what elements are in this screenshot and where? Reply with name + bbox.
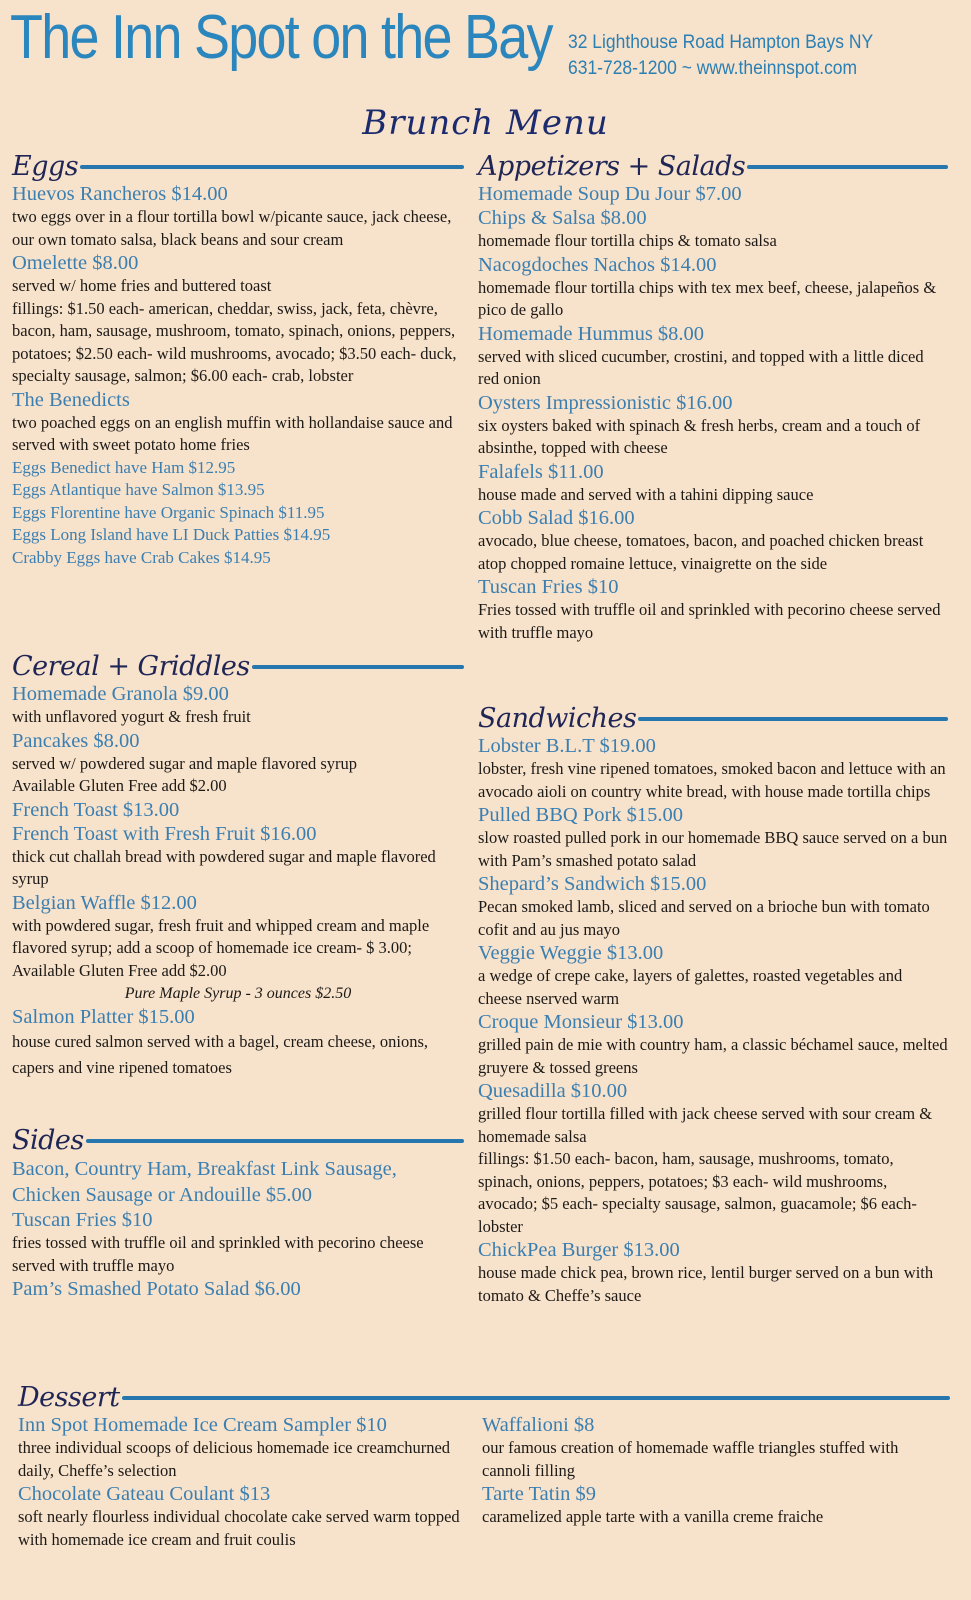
menu-item-name: The Benedicts	[12, 388, 130, 411]
menu-item-desc: house cured salmon served with a bagel, cream cheese, onions, capers and vine ripened tomatoes	[12, 1032, 429, 1077]
menu-item-desc: avocado, blue cheese, tomatoes, bacon, and poached chicken breast atop chopped romaine lettuce, vinaigrette on the side	[478, 531, 924, 573]
section-header	[12, 1126, 464, 1156]
dessert-columns	[18, 1413, 950, 1551]
menu-item-name: Belgian Waffle $12.00	[12, 891, 197, 914]
menu-item-fillings: fillings: $1.50 each- bacon, ham, sausage, mushrooms, tomato, spinach, onions, peppers, potatoes; $3 each- wild mushrooms, avocado; $5 each- specialty sausage, salmon, guacamole; $6 each- lobster	[478, 1149, 917, 1236]
menu-item-name: French Toast with Fresh Fruit $16.00	[12, 822, 317, 845]
section-title: Cereal + Griddles	[12, 651, 250, 682]
menu-item-desc: Pecan smoked lamb, sliced and served on a brioche bun with tomato cofit and au jus mayo	[478, 897, 930, 939]
menu-item-fillings: fillings: $1.50 each- american, cheddar, swiss, jack, feta, chèvre, bacon, ham, sausage, mushroom, tomato, spinach, onions, peppers, potatoes; $2.50 each- wild mushrooms, avocado; $3.50 each- duck, specialty sausage, salmon; $6.00 each- crab, lobster	[12, 298, 457, 385]
menu-item-name: Tarte Tatin $9	[482, 1483, 597, 1505]
section-divider	[122, 1396, 950, 1400]
menu-item-name: Bacon, Country Ham, Breakfast Link Sausage,	[12, 1158, 397, 1180]
section-divider	[638, 717, 948, 721]
section-header	[12, 152, 464, 182]
restaurant-name: The Inn Spot on the Bay	[10, 3, 552, 72]
right-column	[478, 152, 948, 644]
section-eggs	[12, 152, 464, 569]
section-appetizers-salads	[478, 152, 948, 644]
menu-item-note: Available Gluten Free add $2.00	[12, 776, 227, 795]
menu-item-name: Falafels $11.00	[478, 460, 604, 483]
menu-item-name: Salmon Platter $15.00	[12, 1006, 195, 1028]
section-header	[18, 1383, 950, 1413]
menu-item-desc: served with sliced cucumber, crostini, and topped with a little diced red onion	[478, 346, 924, 388]
section-sides	[12, 1126, 464, 1301]
menu-item-desc: soft nearly flourless individual chocolate cake served warm topped with homemade ice cream and fruit coulis	[18, 1507, 460, 1549]
menu-item-desc: grilled pain de mie with country ham, a classic béchamel sauce, melted gruyere & tossed greens	[478, 1035, 948, 1077]
benedict-variant: Eggs Benedict have Ham $12.95	[12, 457, 236, 477]
menu-item-desc: three individual scoops of delicious homemade ice creamchurned daily, Cheffe’s selection	[18, 1438, 451, 1480]
dessert-right	[482, 1413, 922, 1551]
phone-website: 631-728-1200 ~ www.theinnspot.com	[568, 58, 858, 79]
benedict-variant: Eggs Long Island have LI Duck Patties $14.95	[12, 525, 331, 544]
menu-item-name: Pancakes $8.00	[12, 729, 140, 752]
section-dessert	[18, 1383, 950, 1551]
menu-item-name: French Toast $13.00	[12, 798, 180, 821]
address: 32 Lighthouse Road Hampton Bays NY	[568, 32, 874, 53]
menu-item-name: Tuscan Fries $10	[12, 1209, 153, 1231]
menu-item-name: Tuscan Fries $10	[478, 576, 619, 598]
section-title: Appetizers + Salads	[478, 151, 746, 182]
menu-item-name: Chips & Salsa $8.00	[478, 207, 647, 229]
menu-item-name: Huevos Rancheros $14.00	[12, 183, 228, 205]
benedict-variant: Crabby Eggs have Crab Cakes $14.95	[12, 547, 271, 567]
menu-item-desc: two poached eggs on an english muffin with hollandaise sauce and served with sweet potato home fries	[12, 412, 453, 454]
menu-item-desc: thick cut challah bread with powdered sugar and maple flavored syrup	[12, 846, 436, 888]
menu-item-desc: with unflavored yogurt & fresh fruit	[12, 707, 251, 726]
left-column	[12, 152, 464, 569]
menu-item-desc: slow roasted pulled pork in our homemade BBQ sauce served on a bun with Pam’s smashed potato salad	[478, 828, 948, 870]
contact-info	[568, 30, 900, 82]
menu-item-desc: homemade flour tortilla chips with tex mex beef, cheese, jalapeños & pico de gallo	[478, 277, 937, 319]
menu-header	[0, 0, 971, 150]
section-divider	[252, 665, 464, 669]
benedict-variant: Eggs Atlantique have Salmon $13.95	[12, 480, 265, 499]
menu-item-name: Cobb Salad $16.00	[478, 507, 635, 529]
menu-item-desc: our famous creation of homemade waffle triangles stuffed with cannoli filling	[482, 1438, 899, 1480]
menu-item-name: Veggie Weggie $13.00	[478, 942, 664, 964]
menu-item-name: Inn Spot Homemade Ice Cream Sampler $10	[18, 1414, 387, 1436]
section-title: Eggs	[12, 151, 79, 182]
menu-item-name: Chicken Sausage or Andouille $5.00	[12, 1184, 313, 1206]
section-divider	[80, 165, 464, 169]
menu-item-desc: Fries tossed with truffle oil and sprinkled with pecorino cheese served with truffle mayo	[478, 600, 941, 642]
section-header	[12, 652, 464, 682]
section-divider	[747, 165, 948, 169]
menu-item-name: Omelette $8.00	[12, 252, 139, 274]
menu-title: Brunch Menu	[362, 103, 609, 143]
right-column-sandwiches	[478, 704, 948, 1307]
left-column-sides	[12, 1126, 464, 1301]
section-header	[478, 152, 948, 182]
menu-item-name: Pulled BBQ Pork $15.00	[478, 804, 684, 826]
menu-item-name: Homemade Granola $9.00	[12, 683, 229, 705]
menu-item-name: Oysters Impressionistic $16.00	[478, 391, 733, 414]
menu-item-name: Croque Monsieur $13.00	[478, 1011, 684, 1033]
menu-item-name: Chocolate Gateau Coulant $13	[18, 1483, 271, 1505]
menu-item-name: Lobster B.L.T $19.00	[478, 735, 656, 757]
menu-item-name: Quesadilla $10.00	[478, 1080, 628, 1102]
menu-item-desc: house made and served with a tahini dipping sauce	[478, 484, 814, 504]
dessert-left	[18, 1413, 482, 1551]
menu-item-name: Homemade Soup Du Jour $7.00	[478, 183, 742, 205]
left-column-cereal	[12, 652, 464, 1081]
menu-item-name: ChickPea Burger $13.00	[478, 1239, 680, 1261]
menu-item-name: Shepard’s Sandwich $15.00	[478, 873, 707, 895]
benedict-variant: Eggs Florentine have Organic Spinach $11.95	[12, 502, 325, 522]
menu-item-desc: served w/ powdered sugar and maple flavored syrup	[12, 753, 358, 773]
menu-item-name: Pam’s Smashed Potato Salad $6.00	[12, 1278, 301, 1300]
section-title: Dessert	[18, 1382, 120, 1413]
section-cereal-griddles	[12, 652, 464, 1081]
menu-item-desc: caramelized apple tarte with a vanilla creme fraiche	[482, 1507, 824, 1526]
menu-item-desc: grilled flour tortilla filled with jack cheese served with sour cream & homemade salsa	[478, 1104, 933, 1146]
menu-item-desc: six oysters baked with spinach & fresh herbs, cream and a touch of absinthe, topped with cheese	[478, 415, 921, 457]
section-sandwiches	[478, 704, 948, 1307]
menu-item-desc: house made chick pea, brown rice, lentil burger served on a bun with tomato & Cheffe’s sauce	[478, 1263, 934, 1305]
menu-item-desc: a wedge of crepe cake, layers of galettes, roasted vegetables and cheese nserved warm	[478, 966, 903, 1008]
menu-item-desc: homemade flour tortilla chips & tomato salsa	[478, 231, 777, 250]
menu-item-name: Waffalioni $8	[482, 1414, 595, 1436]
section-divider	[86, 1139, 464, 1143]
menu-item-name: Nacogdoches Nachos $14.00	[478, 253, 717, 276]
section-header	[478, 704, 948, 734]
menu-item-desc: lobster, fresh vine ripened tomatoes, smoked bacon and lettuce with an avocado aioli on country white bread, with house made tortilla chips	[478, 759, 946, 801]
menu-item-desc: two eggs over in a flour tortilla bowl w/picante sauce, jack cheese, our own tomato salsa, black beans and sour cream	[12, 207, 452, 249]
section-title: Sandwiches	[478, 703, 637, 734]
menu-item-desc: fries tossed with truffle oil and sprinkled with pecorino cheese served with truffle mayo	[12, 1233, 424, 1275]
maple-syrup-note: Pure Maple Syrup - 3 ounces $2.50	[124, 985, 352, 1002]
menu-item-desc: with powdered sugar, fresh fruit and whipped cream and maple flavored syrup; add a scoop of homemade ice cream- $ 3.00; Available Gluten Free add $2.00	[12, 915, 430, 980]
section-title: Sides	[12, 1125, 84, 1156]
menu-item-desc: served w/ home fries and buttered toast	[12, 276, 272, 295]
menu-item-name: Homemade Hummus $8.00	[478, 322, 705, 345]
